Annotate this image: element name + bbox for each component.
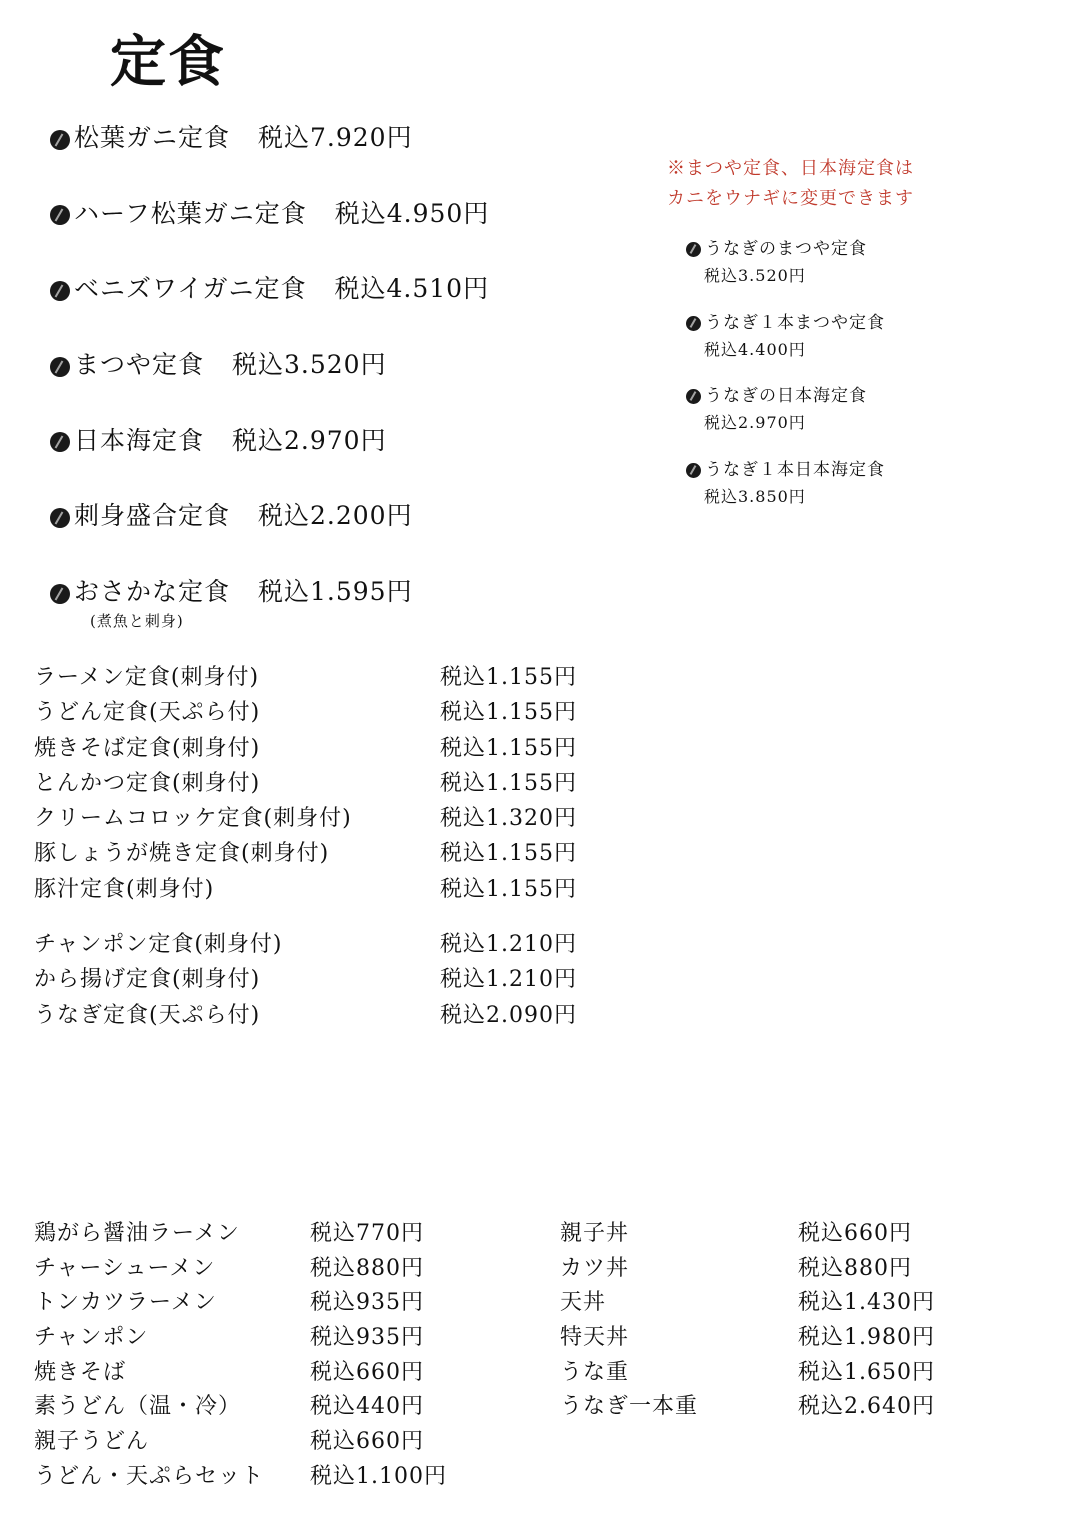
list-item bbox=[686, 308, 885, 382]
item-name: 豚しょうが焼き定食(刺身付) bbox=[34, 841, 330, 867]
item-name: から揚げ定食(刺身付) bbox=[34, 967, 261, 993]
item-price: 税込2.640円 bbox=[798, 1394, 935, 1420]
item-price: 税込1.155円 bbox=[440, 876, 577, 902]
page-title: 定食 bbox=[110, 30, 226, 95]
item-price: 税込2.090円 bbox=[440, 1002, 577, 1028]
list-item bbox=[50, 118, 489, 194]
item-price: 税込3.850円 bbox=[704, 486, 806, 506]
item-name: 刺身盛合定食 bbox=[74, 501, 231, 531]
eel-set-list bbox=[686, 234, 885, 528]
item-name: 天丼 bbox=[560, 1290, 607, 1316]
item-name: ハーフ松葉ガニ定食 bbox=[74, 198, 307, 228]
bullet-icon bbox=[50, 281, 70, 301]
item-price: 税込2.970円 bbox=[232, 425, 387, 455]
bullet-icon bbox=[50, 205, 70, 225]
item-price: 税込4.950円 bbox=[334, 198, 490, 228]
item-price: 税込3.520円 bbox=[704, 266, 806, 285]
item-name: うな重 bbox=[560, 1359, 630, 1385]
bullet-icon bbox=[50, 357, 70, 377]
item-price: 税込1.595円 bbox=[258, 577, 413, 607]
item-name: クリームコロッケ定食(刺身付) bbox=[34, 806, 352, 832]
item-price: 税込1.980円 bbox=[798, 1325, 935, 1351]
bullet-icon bbox=[686, 463, 701, 478]
item-price: 税込660円 bbox=[310, 1359, 424, 1385]
item-name: トンカツラーメン bbox=[34, 1290, 217, 1316]
bullet-icon bbox=[50, 130, 70, 150]
item-price: 税込1.155円 bbox=[440, 770, 577, 796]
list-item bbox=[686, 455, 885, 529]
item-price: 税込1.155円 bbox=[440, 735, 577, 761]
item-price: 税込1.100円 bbox=[310, 1463, 447, 1489]
item-name: まつや定食 bbox=[74, 350, 205, 380]
item-price: 税込4.510円 bbox=[334, 274, 490, 304]
item-name: うどん定食(天ぷら付) bbox=[34, 700, 261, 726]
item-name: 日本海定食 bbox=[74, 425, 205, 455]
list-item bbox=[686, 234, 885, 308]
item-price: 税込2.200円 bbox=[258, 501, 413, 531]
item-price: 税込7.920円 bbox=[258, 123, 413, 152]
item-price: 税込440円 bbox=[310, 1394, 424, 1420]
main-set-list bbox=[50, 118, 489, 648]
item-name: チャーシューメン bbox=[34, 1255, 216, 1281]
note-line: カニをウナギに変更できます bbox=[667, 188, 914, 209]
item-price: 税込4.400円 bbox=[704, 339, 806, 359]
item-price: 税込1.430円 bbox=[798, 1290, 935, 1316]
item-name: うなぎ一本重 bbox=[560, 1394, 699, 1420]
item-price: 税込1.320円 bbox=[440, 806, 577, 832]
item-price: 税込660円 bbox=[798, 1221, 912, 1246]
item-name: 素うどん（温・冷） bbox=[34, 1394, 242, 1420]
item-name: ベニズワイガニ定食 bbox=[74, 274, 307, 304]
item-name: うなぎのまつや定食 bbox=[705, 239, 867, 259]
item-name: チャンポン定食(刺身付) bbox=[34, 932, 283, 958]
item-name: チャンポン bbox=[34, 1325, 149, 1351]
item-name: とんかつ定食(刺身付) bbox=[34, 770, 261, 796]
item-name: 豚汁定食(刺身付) bbox=[34, 876, 215, 902]
item-name: カツ丼 bbox=[560, 1255, 630, 1281]
item-name: 親子丼 bbox=[560, 1221, 630, 1246]
bullet-icon bbox=[686, 316, 701, 331]
item-price: 税込2.970円 bbox=[704, 413, 806, 432]
list-item bbox=[50, 421, 489, 497]
item-name: 焼きそば bbox=[34, 1359, 127, 1385]
item-price: 税込1.210円 bbox=[440, 932, 577, 958]
bullet-icon bbox=[686, 389, 701, 404]
bullet-icon bbox=[686, 242, 701, 257]
list-item bbox=[686, 381, 885, 455]
list-item bbox=[50, 194, 489, 270]
item-name: 特天丼 bbox=[560, 1325, 630, 1351]
item-price: 税込880円 bbox=[798, 1255, 912, 1281]
bullet-icon bbox=[50, 432, 70, 452]
item-name: うなぎ１本まつや定食 bbox=[705, 312, 885, 333]
substitution-note bbox=[667, 154, 914, 214]
bullet-icon bbox=[50, 584, 70, 604]
item-price: 税込1.155円 bbox=[440, 665, 577, 690]
item-price: 税込935円 bbox=[310, 1325, 424, 1351]
osakana-note: (煮魚と刺身) bbox=[90, 612, 184, 630]
item-name: 焼きそば定食(刺身付) bbox=[34, 735, 261, 761]
item-name: うなぎ１本日本海定食 bbox=[705, 459, 885, 480]
item-price: 税込1.155円 bbox=[440, 700, 577, 726]
item-name: うどん・天ぷらセット bbox=[34, 1463, 265, 1489]
item-price: 税込1.210円 bbox=[440, 967, 577, 993]
item-name: うなぎ定食(天ぷら付) bbox=[34, 1002, 261, 1028]
list-item bbox=[50, 345, 489, 421]
item-price: 税込1.155円 bbox=[440, 841, 577, 867]
list-item bbox=[50, 496, 489, 572]
item-price: 税込880円 bbox=[310, 1255, 424, 1281]
item-price: 税込3.520円 bbox=[232, 350, 387, 380]
item-name: うなぎの日本海定食 bbox=[705, 386, 867, 406]
item-price: 税込660円 bbox=[310, 1429, 424, 1455]
note-line: ※まつや定食、日本海定食は bbox=[667, 158, 914, 179]
item-name: ラーメン定食(刺身付) bbox=[34, 665, 260, 690]
list-item bbox=[50, 269, 489, 345]
item-price: 税込770円 bbox=[310, 1221, 424, 1246]
item-price: 税込935円 bbox=[310, 1290, 424, 1316]
item-name: 松葉ガニ定食 bbox=[74, 123, 231, 152]
item-name: 鶏がら醤油ラーメン bbox=[34, 1221, 240, 1246]
bullet-icon bbox=[50, 508, 70, 528]
item-price: 税込1.650円 bbox=[798, 1359, 935, 1385]
item-name: おさかな定食 bbox=[74, 577, 231, 607]
item-name: 親子うどん bbox=[34, 1429, 150, 1455]
